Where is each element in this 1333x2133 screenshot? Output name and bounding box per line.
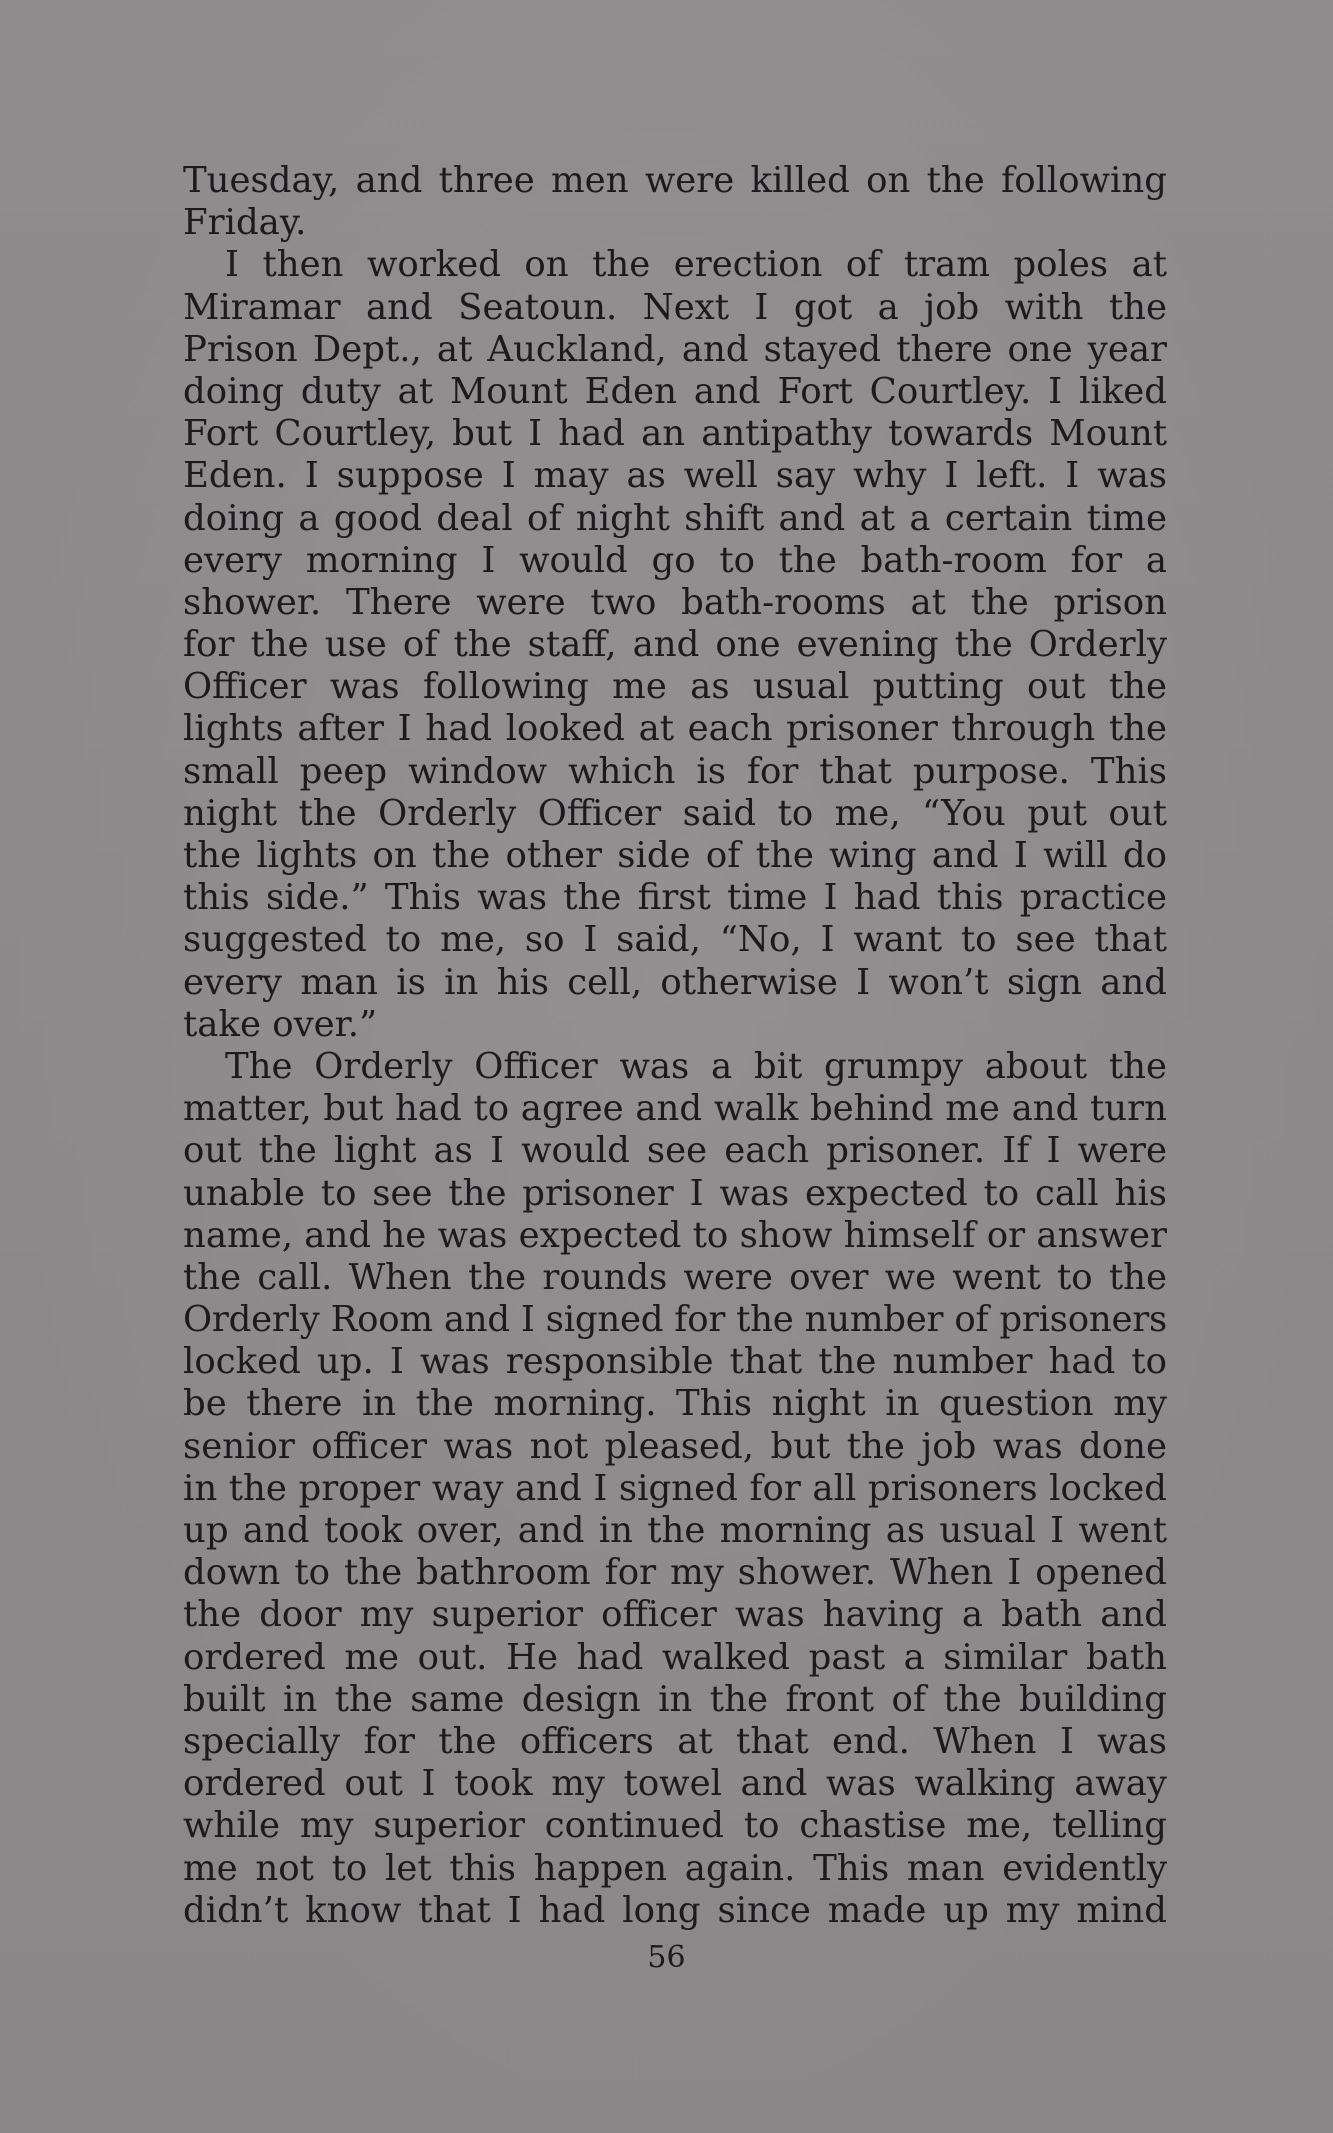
text-line: I then worked on the erection of tram poles at bbox=[225, 244, 1167, 286]
text-line: matter, but had to agree and walk behind me and turn bbox=[183, 1088, 1167, 1130]
text-line: Fort Courtley, but I had an antipathy towards Mount bbox=[183, 413, 1167, 455]
text-line: small peep window which is for that purpose. This bbox=[183, 750, 1167, 792]
text-line: ordered me out. He had walked past a similar bath bbox=[183, 1636, 1167, 1678]
text-line: ordered out I took my towel and was walking away bbox=[183, 1763, 1167, 1805]
text-line: be there in the morning. This night in question my bbox=[183, 1383, 1167, 1425]
text-line: The Orderly Officer was a bit grumpy about the bbox=[225, 1045, 1167, 1087]
text-line: every man is in his cell, otherwise I won’t sign and bbox=[183, 961, 1167, 1003]
text-line: this side.” This was the first time I had this practice bbox=[183, 877, 1167, 919]
text-line: built in the same design in the front of the building bbox=[183, 1678, 1167, 1720]
text-line: Friday. bbox=[183, 202, 307, 244]
text-line: specially for the officers at that end. When I was bbox=[183, 1720, 1167, 1762]
text-line: Orderly Room and I signed for the number of prisoners bbox=[183, 1299, 1167, 1341]
text-line: senior officer was not pleased, but the job was done bbox=[183, 1425, 1167, 1467]
text-line: the lights on the other side of the wing and I will do bbox=[183, 835, 1167, 876]
page-number: 56 bbox=[647, 1940, 686, 1975]
text-line: the call. When the rounds were over we went to the bbox=[183, 1256, 1167, 1298]
text-line: while my superior continued to chastise me, telling bbox=[183, 1805, 1167, 1847]
text-line: Miramar and Seatoun. Next I got a job with the bbox=[183, 286, 1167, 328]
text-line: name, and he was expected to show himself or answer bbox=[183, 1214, 1167, 1256]
text-line: down to the bathroom for my shower. When I opened bbox=[183, 1552, 1167, 1594]
text-line: take over.” bbox=[183, 1003, 378, 1045]
text-line: me not to let this happen again. This man evidently bbox=[183, 1847, 1167, 1889]
text-line: Tuesday, and three men were killed on the following bbox=[183, 160, 1167, 201]
text-line: Prison Dept., at Auckland, and stayed there one year bbox=[183, 328, 1167, 370]
text-line: up and took over, and in the morning as usual I went bbox=[183, 1510, 1167, 1551]
body-text bbox=[183, 160, 1167, 1932]
text-line: out the light as I would see each prisoner. If I were bbox=[183, 1130, 1167, 1172]
text-line: in the proper way and I signed for all prisoners locked bbox=[183, 1467, 1167, 1509]
text-line: Eden. I suppose I may as well say why I left. I was bbox=[183, 455, 1167, 497]
text-line: for the use of the staff, and one evening the Orderly bbox=[183, 624, 1167, 666]
text-line: shower. There were two bath-rooms at the prison bbox=[183, 581, 1167, 623]
text-line: doing a good deal of night shift and at a certain time bbox=[183, 497, 1167, 539]
text-line: locked up. I was responsible that the number had to bbox=[183, 1341, 1167, 1383]
text-line: suggested to me, so I said, “No, I want to see that bbox=[183, 919, 1167, 961]
text-line: night the Orderly Officer said to me, “You put out bbox=[183, 792, 1167, 834]
text-line: lights after I had looked at each prisoner through the bbox=[183, 708, 1167, 750]
text-line: every morning I would go to the bath-room for a bbox=[183, 539, 1167, 581]
text-line: doing duty at Mount Eden and Fort Courtley. I liked bbox=[183, 370, 1167, 412]
text-line: the door my superior officer was having a bath and bbox=[183, 1594, 1167, 1636]
text-line: Officer was following me as usual putting out the bbox=[183, 666, 1167, 708]
text-line: didn’t know that I had long since made up my mind bbox=[183, 1889, 1167, 1931]
text-line: unable to see the prisoner I was expected to call his bbox=[183, 1172, 1167, 1214]
